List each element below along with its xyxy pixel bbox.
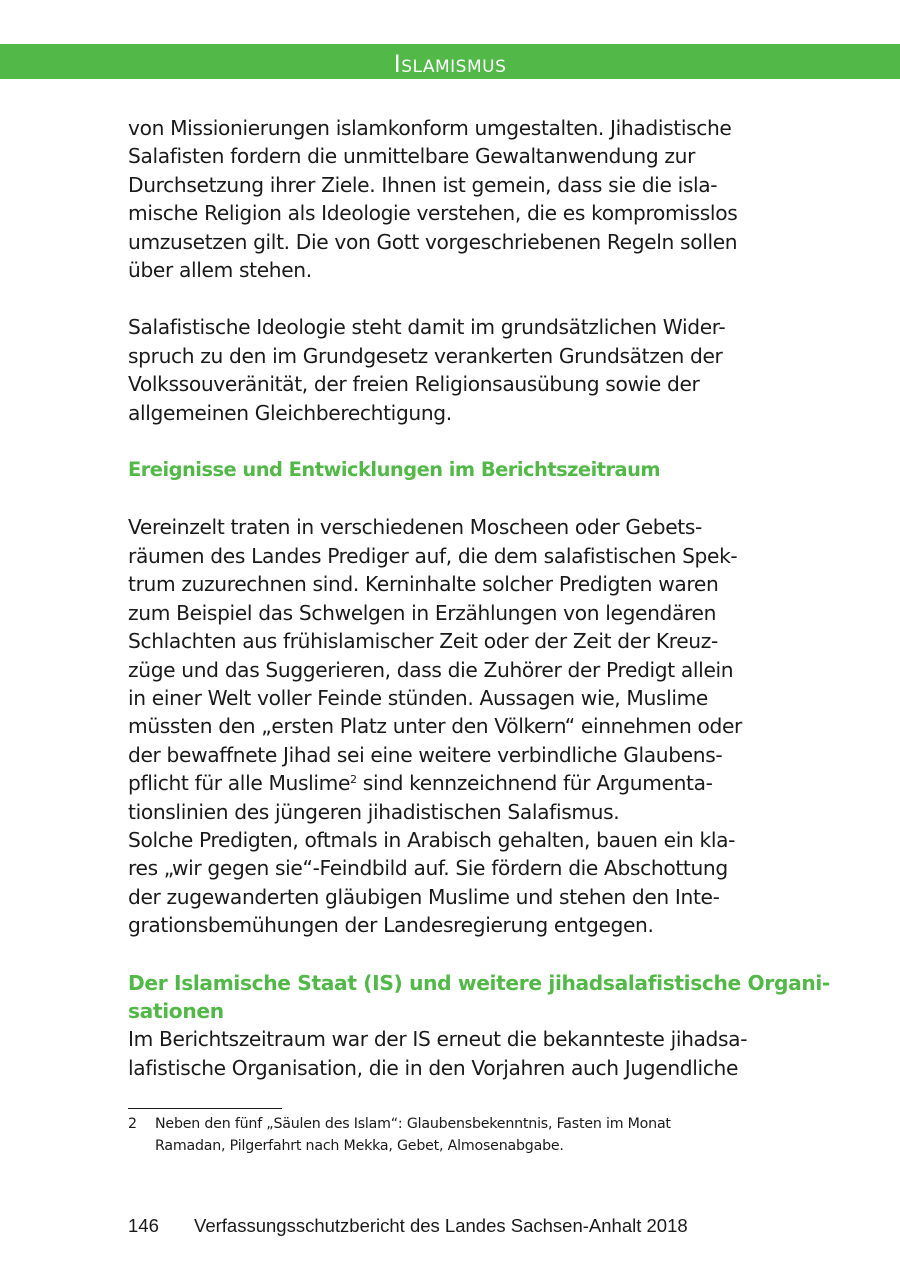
- paragraph-3: [128, 513, 778, 939]
- text-line: räumen des Landes Prediger auf, die dem salafistischen Spek-: [128, 543, 738, 568]
- text-line: Volkssouveränität, der freien Religionsausübung sowie der: [128, 372, 700, 397]
- text-line: trum zuzurechnen sind. Kerninhalte solcher Predigten waren: [128, 572, 719, 597]
- paragraph-4: [128, 1025, 778, 1082]
- footnote-reference[interactable]: 2: [350, 773, 357, 787]
- main-content: [128, 114, 830, 1082]
- text-line: von Missionierungen islamkonform umgestalten. Jihadistische: [128, 116, 732, 140]
- text-line: lafistische Organisation, die in den Vorjahren auch Jugendliche: [128, 1055, 739, 1080]
- footnote-line: Neben den fünf „Säulen des Islam“: Glaubensbekenntnis, Fasten im Monat: [155, 1116, 671, 1132]
- text-segment: sind kennzeichnend für Argumenta-: [356, 771, 713, 796]
- paragraph-2: [128, 313, 778, 427]
- page-footer: [128, 1214, 688, 1238]
- text-line: Durchsetzung ihrer Ziele. Ihnen ist gemein, dass sie die isla-: [128, 172, 718, 197]
- section-heading-is: [128, 969, 830, 1026]
- text-line: res „wir gegen sie“-Feindbild auf. Sie fördern die Abschottung: [128, 856, 728, 881]
- footnote-text: [155, 1114, 671, 1157]
- text-line: mische Religion als Ideologie verstehen, die es kompromisslos: [128, 201, 738, 226]
- publication-title: Verfassungsschutzbericht des Landes Sachsen-Anhalt 2018: [194, 1215, 688, 1236]
- text-line: müssten den „ersten Platz unter den Völkern“ einnehmen oder: [128, 714, 743, 739]
- text-line: Salafistische Ideologie steht damit im grundsätzlichen Wider-: [128, 315, 726, 340]
- text-segment: pflicht für alle Muslime: [128, 771, 351, 796]
- text-line: Salafisten fordern die unmittelbare Gewaltanwendung zur: [128, 144, 696, 169]
- text-line: der zugewanderten gläubigen Muslime und stehen den Inte-: [128, 884, 720, 909]
- text-line: zum Beispiel das Schwelgen in Erzählungen von legendären: [128, 600, 717, 625]
- paragraph-1: [128, 114, 778, 284]
- text-line: umzusetzen gilt. Die von Gott vorgeschriebenen Regeln sollen: [128, 229, 738, 254]
- text-line: spruch zu den im Grundgesetz verankerten Grundsätzen der: [128, 343, 723, 368]
- text-line: in einer Welt voller Feinde stünden. Aussagen wie, Muslime: [128, 685, 709, 710]
- text-line-with-footnote: [128, 769, 778, 797]
- text-line: allgemeinen Gleichberechtigung.: [128, 400, 452, 425]
- footnote-number: 2: [128, 1116, 137, 1132]
- heading-line: Der Islamische Staat (IS) und weitere jihadsalafistische Organi-: [128, 970, 830, 995]
- text-line: Solche Predigten, oftmals in Arabisch gehalten, bauen ein kla-: [128, 827, 736, 852]
- text-line: tionslinien des jüngeren jihadistischen Salafismus.: [128, 799, 620, 824]
- footnote-line: Ramadan, Pilgerfahrt nach Mekka, Gebet, Almosenabgabe.: [155, 1137, 564, 1154]
- page-number: 146: [128, 1215, 159, 1236]
- text-line: über allem stehen.: [128, 258, 312, 283]
- text-line: züge und das Suggerieren, dass die Zuhörer der Predigt allein: [128, 657, 734, 682]
- text-line: Schlachten aus frühislamischer Zeit oder der Zeit der Kreuz-: [128, 629, 718, 654]
- footnote-divider: [128, 1108, 282, 1109]
- text-line: Vereinzelt traten in verschiedenen Moscheen oder Gebets-: [128, 515, 702, 540]
- section-heading-events: Ereignisse und Entwicklungen im Berichtszeitraum: [128, 458, 661, 482]
- section-header-bar: [0, 44, 900, 79]
- text-line: der bewaffnete Jihad sei eine weitere verbindliche Glaubens-: [128, 742, 723, 767]
- text-line: Im Berichtszeitraum war der IS erneut die bekannteste jihadsa-: [128, 1027, 748, 1052]
- heading-line: sationen: [128, 998, 224, 1023]
- text-line: grationsbemühungen der Landesregierung entgegen.: [128, 913, 654, 938]
- section-title: Islamismus: [393, 50, 507, 78]
